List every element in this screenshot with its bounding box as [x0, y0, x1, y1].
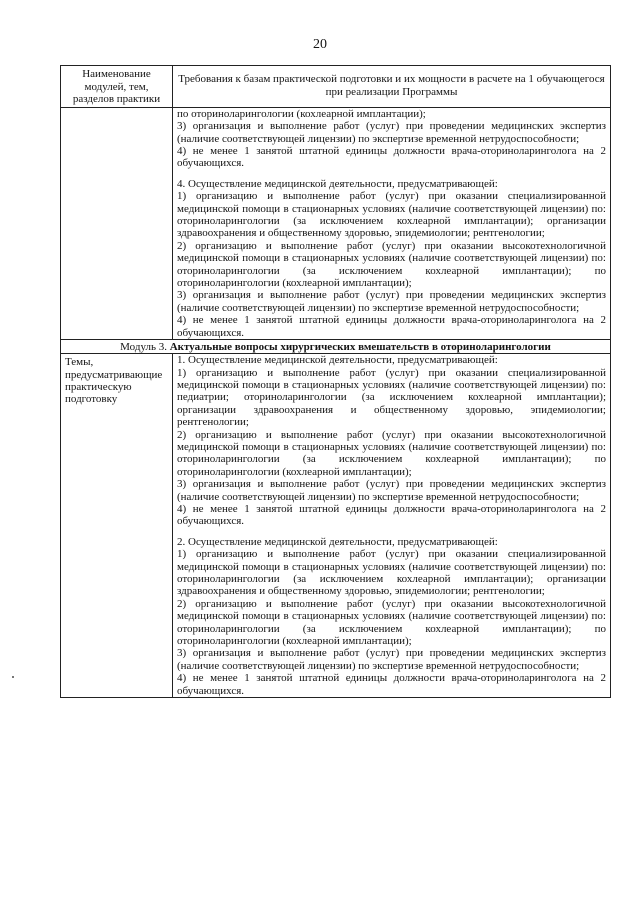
requirement-paragraph: 2) организацию и выполнение работ (услуг) при оказании высокотехнологичной медицинской помощи в стационарных условиях (наличие соответствующей лицензии) по: оториноларингологии (за исключением кохлеарной имплантации); по оториноларингологии (кохлеарной имплантации);: [177, 239, 606, 290]
requirement-paragraph: 3) организация и выполнение работ (услуг) при проведении медицинских экспертиз (наличие соответствующей лицензии) по экспертизе временной нетрудоспособности;: [177, 289, 606, 314]
requirement-paragraph: 4) не менее 1 занятой штатной единицы должности врача-оториноларинголога на 2 обучающихся.: [177, 502, 606, 528]
requirement-paragraph: 2) организацию и выполнение работ (услуг) при оказании высокотехнологичной медицинской помощи в стационарных условиях (наличие соответствующей лицензии) по: оториноларингологии (за исключением кохлеарной имплантации); по оториноларингологии (кохлеарной имплантации);: [177, 428, 606, 478]
requirement-paragraph: по оториноларингологии (кохлеарной имплантации);: [177, 107, 426, 120]
scan-speck: [12, 676, 14, 678]
continuation-requirements-cell: [173, 107, 611, 339]
requirement-heading: 4. Осуществление медицинской деятельности, предусматривающей:: [177, 177, 498, 190]
table-row: [61, 354, 611, 698]
page-number: 20: [313, 37, 327, 52]
requirement-paragraph: 4) не менее 1 занятой штатной единицы должности врача-оториноларинголога на 2 обучающихся.: [177, 314, 606, 339]
requirement-paragraph: 2) организацию и выполнение работ (услуг) при оказании высокотехнологичной медицинской помощи в стационарных условиях (наличие соответствующей лицензии) по: оториноларингологии (за исключением кохлеарной имплантации); по оториноларингологии (кохлеарной имплантации);: [177, 597, 606, 648]
header-modules-column: Наименование модулей, тем, разделов практики: [61, 66, 173, 108]
requirement-paragraph: 3) организация и выполнение работ (услуг) при проведении медицинских экспертиз (наличие соответствующей лицензии) по экспертизе временной нетрудоспособности;: [177, 120, 606, 145]
requirement-paragraph: 1) организацию и выполнение работ (услуг) при оказании специализированной медицинской помощи в стационарных условиях (наличие соответствующей лицензии) по: оториноларингологии (за исключением кохлеарной имплантации); организации здравоохранения и общественному здоровью, эпидемиологии; рентгенологии;: [177, 190, 606, 240]
module-title-cell: [61, 340, 611, 354]
requirement-paragraph: 1) организацию и выполнение работ (услуг) при оказании специализированной медицинской помощи в стационарных условиях (наличие соответствующей лицензии) по: оториноларингологии (за исключением кохлеарной имплантации); организации здравоохранения и общественному здоровью, эпидемиологии; рентгенологии;: [177, 548, 606, 598]
topics-left-cell: Темы, предусматривающие практическую подготовку: [61, 354, 173, 698]
requirement-heading: 2. Осуществление медицинской деятельности, предусматривающей:: [177, 535, 498, 548]
table-header-row: [61, 66, 611, 108]
requirement-paragraph: 3) организация и выполнение работ (услуг) при проведении медицинских экспертиз (наличие соответствующей лицензии) по экспертизе временной нетрудоспособности;: [177, 478, 606, 503]
requirement-paragraph: 4) не менее 1 занятой штатной единицы должности врача-оториноларинголога на 2 обучающихся.: [177, 145, 606, 170]
requirement-paragraph: 4) не менее 1 занятой штатной единицы должности врача-оториноларинголога на 2 обучающихся.: [177, 672, 606, 697]
table-row: [61, 107, 611, 339]
topics-requirements-cell: [173, 354, 611, 698]
requirement-paragraph: 3) организация и выполнение работ (услуг) при проведении медицинских экспертиз (наличие соответствующей лицензии) по экспертизе временной нетрудоспособности;: [177, 647, 606, 672]
requirement-paragraph: 1) организацию и выполнение работ (услуг) при оказании специализированной медицинской помощи в стационарных условиях (наличие соответствующей лицензии) по: педиатрии; оториноларингологии (за исключением кохлеарной имплантации); организации здравоохранения и общественному здоровью, эпидемиологии; рентгенологии;: [177, 366, 606, 429]
header-requirements-column: Требования к базам практической подготовки и их мощности в расчете на 1 обучающегося при реализации Программы: [173, 66, 611, 108]
requirements-table: [60, 65, 611, 698]
module-prefix: Модуль 3.: [120, 341, 167, 354]
continuation-left-cell: [61, 107, 173, 339]
module-title: Актуальные вопросы хирургических вмешательств в оториноларингологии: [169, 341, 551, 354]
requirement-heading: 1. Осуществление медицинской деятельности, предусматривающей:: [177, 354, 498, 367]
module-title-row: [61, 340, 611, 354]
